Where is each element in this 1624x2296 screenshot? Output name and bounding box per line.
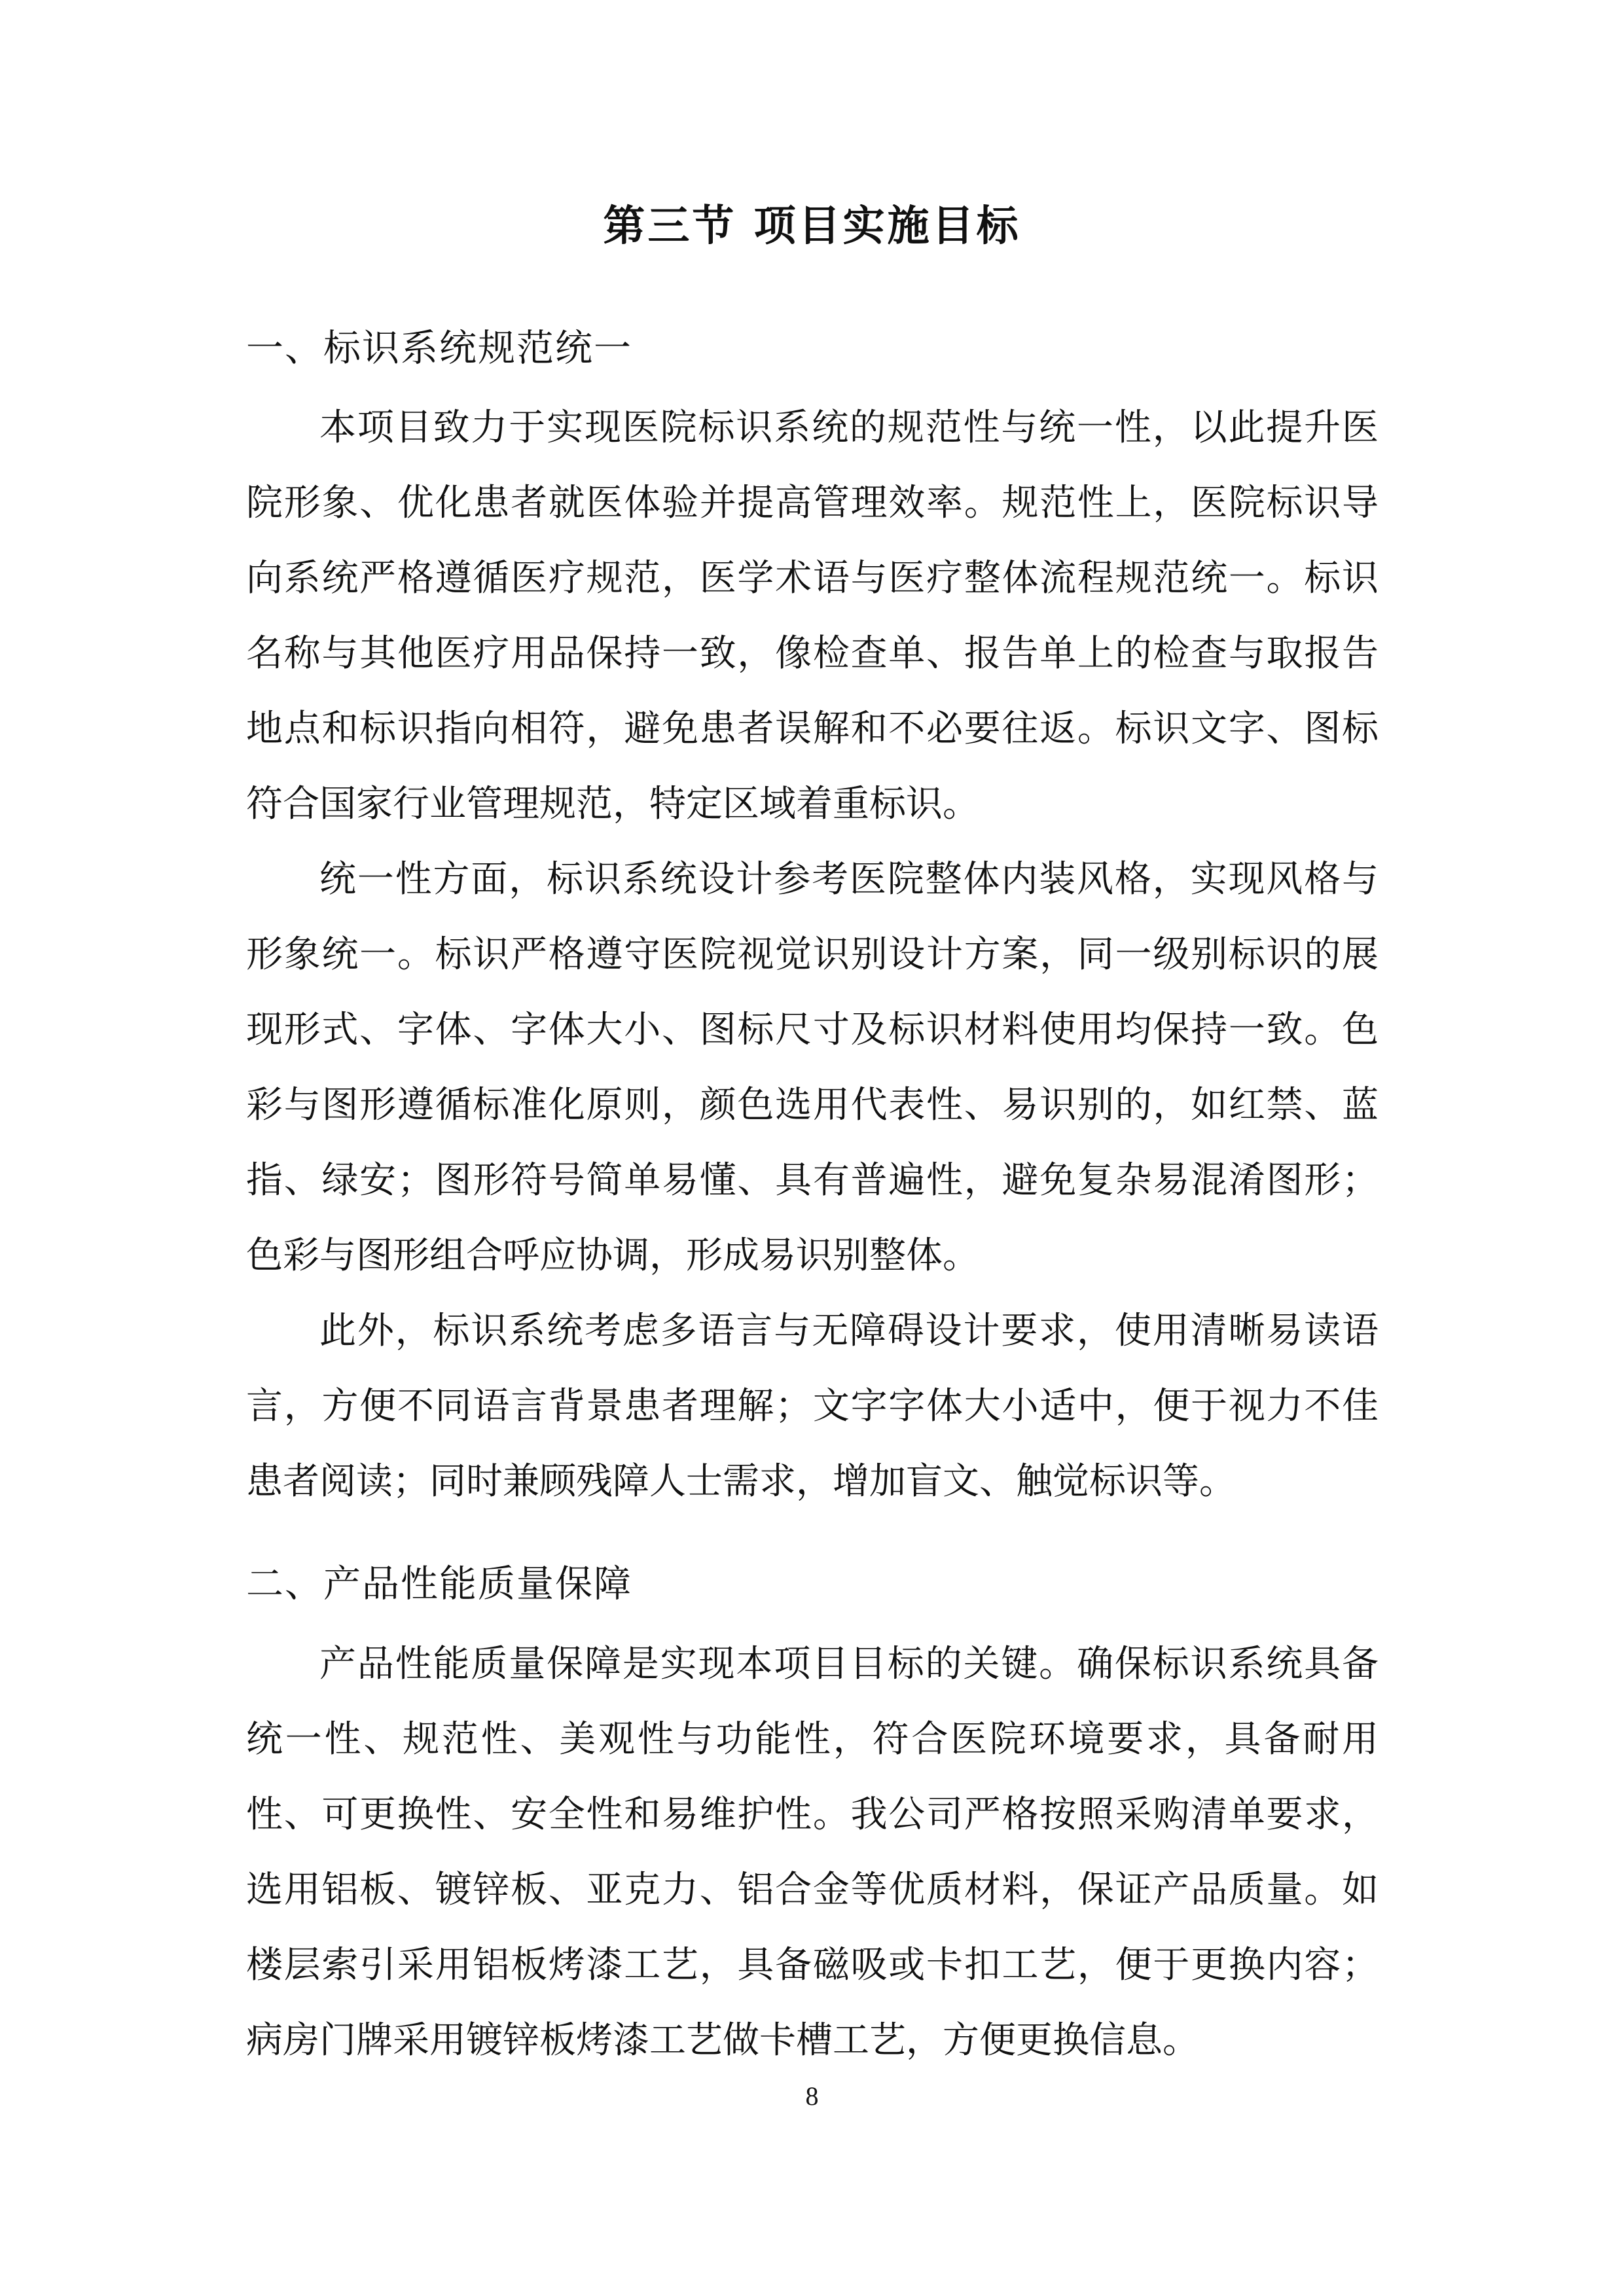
subsection-heading-2: 二、产品性能质量保障 [246,1562,632,1605]
paragraph: 产品性能质量保障是实现本项目目标的关键。确保标识系统具备统一性、规范性、美观性与功能性，符合医院环境要求，具备耐用性、可更换性、安全性和易维护性。我公司严格按照采购清单要求，选用铝板、镀锌板、亚克力、铝合金等优质材料，保证产品质量。如楼层索引采用铝板烤漆工艺，具备磁吸或卡扣工艺，便于更换内容；病房门牌采用镀锌板烤漆工艺做卡槽工艺，方便更换信息。 [246,1643,1379,2062]
paragraph: 此外，标识系统考虑多语言与无障碍设计要求，使用清晰易读语言，方便不同语言背景患者理解；文字字体大小适中，便于视力不佳患者阅读；同时兼顾残障人士需求，增加盲文、触觉标识等。 [246,1310,1379,1503]
paragraph: 统一性方面，标识系统设计参考医院整体内装风格，实现风格与形象统一。标识严格遵守医院视觉识别设计方案，同一级别标识的展现形式、字体、字体大小、图标尺寸及标识材料使用均保持一致。色彩与图形遵循标准化原则，颜色选用代表性、易识别的，如红禁、蓝指、绿安；图形符号简单易懂、具有普遍性，避免复杂易混淆图形；色彩与图形组合呼应协调，形成易识别整体。 [246,858,1379,1277]
section-title: 第三节 项目实施目标 [603,202,1021,251]
subsection-body-2 [246,1626,1379,2078]
subsection-heading-1: 一、标识系统规范统一 [246,327,632,370]
subsection-body-1 [246,390,1379,1519]
page-number: 8 [805,2081,819,2111]
paragraph: 本项目致力于实现医院标识系统的规范性与统一性，以此提升医院形象、优化患者就医体验并提高管理效率。规范性上，医院标识导向系统严格遵循医疗规范，医学术语与医疗整体流程规范统一。标识名称与其他医疗用品保持一致，像检查单、报告单上的检查与取报告地点和标识指向相符，避免患者误解和不必要往返。标识文字、图标符合国家行业管理规范，特定区域着重标识。 [246,406,1379,825]
